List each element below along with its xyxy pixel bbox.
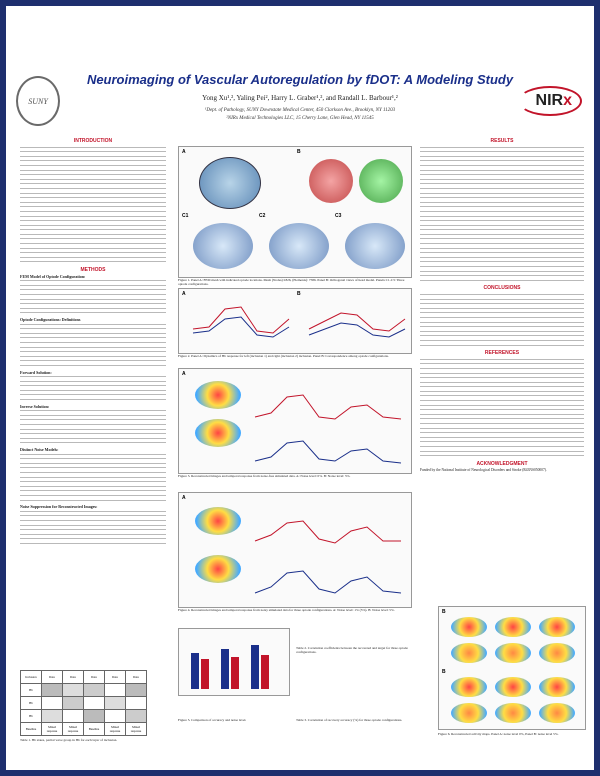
activity-map bbox=[451, 643, 487, 663]
authors: Yong Xu¹,², Yaling Pei², Harry L. Graber¹,², and Randall L. Barbour¹,² bbox=[202, 94, 398, 102]
table1-cell: Hb bbox=[21, 697, 42, 710]
activity-map bbox=[539, 677, 575, 697]
config-c1-image bbox=[193, 223, 253, 269]
table3-caption: Table 3. Correlation of recovery accuracy (%) for three optode configurations. bbox=[296, 718, 403, 722]
config-c2-image bbox=[269, 223, 329, 269]
results-heading: RESULTS bbox=[490, 138, 514, 144]
mesh-head-image bbox=[199, 157, 261, 209]
recon-image-a2 bbox=[195, 419, 241, 447]
nirx-logo bbox=[536, 92, 572, 110]
activity-map bbox=[495, 643, 531, 663]
config-c3-image bbox=[345, 223, 405, 269]
activity-map bbox=[539, 617, 575, 637]
activity-map bbox=[451, 703, 487, 723]
figure-5 bbox=[178, 628, 290, 696]
table1-cell: Hb bbox=[21, 684, 42, 697]
figure3-caption: Figure 3. Reconstructed images and temporal response from noise-free simulated data. A: Noise level: 0%. B: Noise level: 5%. bbox=[178, 474, 351, 478]
activity-map bbox=[451, 617, 487, 637]
suny-logo bbox=[16, 76, 60, 126]
activity-map bbox=[539, 643, 575, 663]
methods-subhead-5: Distinct Noise Models: bbox=[20, 447, 59, 452]
nirx-logo-text: NIR bbox=[535, 92, 564, 109]
nirx-logo-x: x bbox=[563, 92, 572, 109]
conclusions-heading: CONCLUSIONS bbox=[483, 285, 521, 292]
figure4-plots bbox=[251, 501, 407, 601]
panel-label: A bbox=[182, 371, 186, 377]
methods-subhead-1: FEM Model of Optode Configuration: bbox=[20, 273, 86, 279]
panel-label: C1 bbox=[182, 213, 189, 219]
table1-footer: Mixed response bbox=[63, 723, 84, 736]
acknowledgment-text: Funded by the National Institute of Neurological Disorders and Stroke (R43NS050007). bbox=[420, 468, 547, 473]
figure4-caption: Figure 4. Reconstructed images and temporal response from noisy simulated data for three optode configurations. A: Noise level: 1% (5%). B: Noise level: 5%. bbox=[178, 608, 395, 612]
panel-label: A bbox=[182, 495, 186, 501]
figure-2 bbox=[178, 288, 412, 354]
figure3-plots bbox=[251, 377, 407, 467]
table1-footer: Baseline bbox=[84, 723, 105, 736]
figure6-caption: Figure 6. Reconstructed activity maps. Panel A: noise level 0%, Panel B: noise level 5%. bbox=[438, 732, 559, 736]
panel-label: A bbox=[182, 291, 186, 297]
suny-logo-text: SUNY bbox=[28, 96, 48, 106]
panel-label: B bbox=[297, 291, 301, 297]
figure2-plots bbox=[179, 289, 411, 353]
figure-3 bbox=[178, 368, 412, 474]
figure5-caption: Figure 5. Comparison of accuracy and noise level. bbox=[178, 718, 247, 722]
table1-header: Data bbox=[84, 671, 105, 684]
table1-footer: Mixed response bbox=[105, 723, 126, 736]
activity-map bbox=[495, 677, 531, 697]
recon-image-b2 bbox=[195, 555, 241, 583]
methods-heading: METHODS bbox=[80, 267, 106, 274]
activity-map bbox=[451, 677, 487, 697]
figure2-caption: Figure 2. Panel A: Dynamics of Hb response for left (inclusion 1) and right (inclusion 2) inclusion. Panel B: Correspondence among optode configurations. bbox=[178, 354, 389, 358]
panel-label: C3 bbox=[335, 213, 342, 219]
table1-header: Data bbox=[126, 671, 147, 684]
figure5-bars bbox=[179, 629, 289, 695]
table1-footer: Mixed response bbox=[126, 723, 147, 736]
head-view-1 bbox=[309, 159, 353, 203]
panel-label: C2 bbox=[259, 213, 266, 219]
table2-caption: Table 2. Correlation coefficients between the recovered and target for three optode configurations. bbox=[296, 646, 408, 654]
table1-caption: Table 1. Hb states, partial wave group in Hb for each layer of inclusion. bbox=[20, 738, 118, 742]
figure-4 bbox=[178, 492, 412, 608]
affiliation-2: ²NIRx Medical Technologies LLC, 15 Cherry Lane, Glen Head, NY 11545 bbox=[226, 116, 374, 121]
table1-cell: Hb bbox=[21, 710, 42, 723]
references-heading: REFERENCES bbox=[484, 350, 520, 357]
affiliation-1: ¹Dept. of Pathology, SUNY Downstate Medical Center, 450 Clarkson Ave., Brooklyn, NY 11203 bbox=[204, 108, 396, 113]
figure-6 bbox=[438, 606, 586, 730]
table-1 bbox=[20, 670, 147, 736]
activity-map bbox=[495, 703, 531, 723]
figure1-caption: Figure 1. Panel A: FEM mesh with indicated optode locations. Mesh (Nodes):1826, (Elements): 7586. Panel B: Orthogonal views of head model. Panels C1-C3: Three optode configurations. bbox=[178, 278, 405, 286]
table1-header: Data bbox=[63, 671, 84, 684]
methods-subhead-2: Optode Configurations: Definitions bbox=[20, 316, 81, 322]
left-column bbox=[20, 136, 166, 546]
head-view-2 bbox=[359, 159, 403, 203]
methods-subhead-4: Inverse Solution: bbox=[20, 403, 50, 409]
activity-map bbox=[539, 703, 575, 723]
table1-header: Inclusion bbox=[21, 671, 42, 684]
recon-image-b1 bbox=[195, 507, 241, 535]
introduction-text bbox=[20, 146, 166, 265]
poster-title: Neuroimaging of Vascular Autoregulation by fDOT: A Modeling Study bbox=[86, 72, 514, 87]
poster bbox=[6, 6, 594, 770]
figure-1 bbox=[178, 146, 412, 278]
panel-label: B bbox=[297, 149, 301, 155]
table1-footer: Baseline bbox=[21, 723, 42, 736]
table1-header: Data bbox=[42, 671, 63, 684]
activity-map bbox=[495, 617, 531, 637]
recon-image-a1 bbox=[195, 381, 241, 409]
table1-footer: Mixed response bbox=[42, 723, 63, 736]
introduction-heading: INTRODUCTION bbox=[73, 138, 113, 144]
panel-label: A bbox=[182, 149, 186, 155]
panel-label: B bbox=[442, 609, 446, 615]
methods-subhead-6: Noise Suppression for Reconstructed Images: bbox=[20, 504, 98, 510]
methods-subhead-3: Forward Solution: bbox=[20, 369, 52, 375]
table1-header: Data bbox=[105, 671, 126, 684]
right-column bbox=[420, 136, 584, 475]
panel-label: B bbox=[442, 669, 446, 675]
acknowledgment-heading: ACKNOWLEDGMENT bbox=[476, 460, 528, 467]
